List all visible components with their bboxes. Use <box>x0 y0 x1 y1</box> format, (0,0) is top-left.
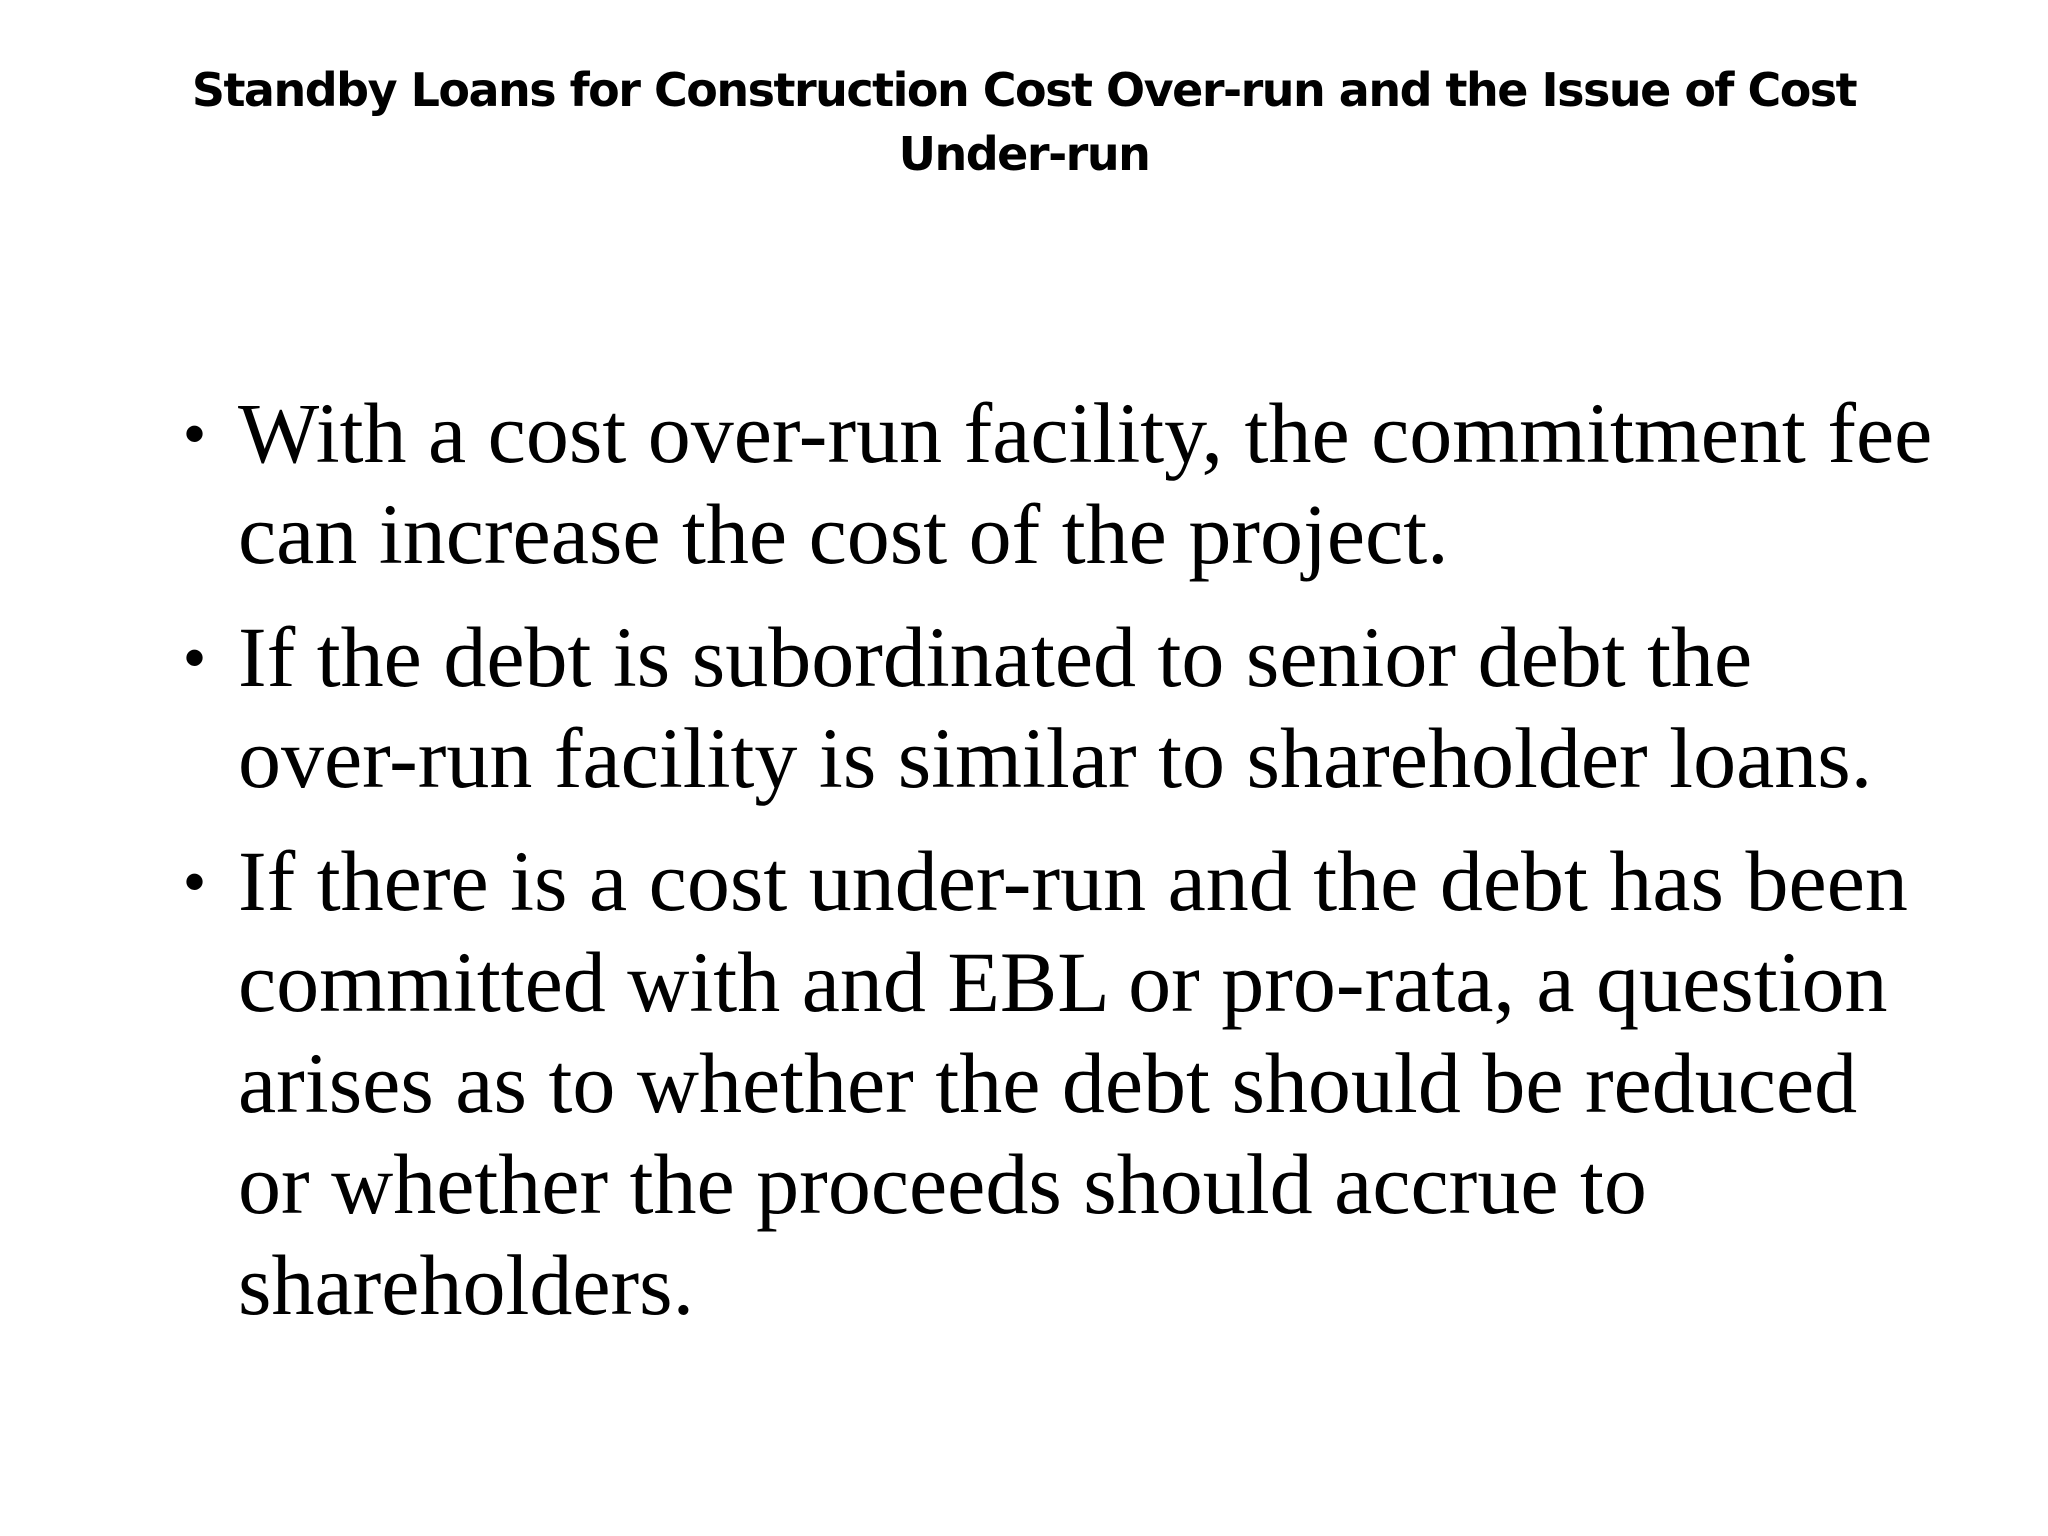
bullet-marker: • <box>184 400 206 467</box>
bullet-item-cost-under-run <box>184 831 1944 1336</box>
bullet-list <box>184 383 1944 1358</box>
slide-title: Standby Loans for Construction Cost Over-run and the Issue of Cost Under-run <box>191 63 1857 181</box>
bullet-text: If the debt is subordinated to senior debt the over-run facility is similar to shareholder loans. <box>238 609 1873 806</box>
bullet-item-subordinated-debt <box>184 607 1944 809</box>
bullet-marker: • <box>184 624 206 691</box>
bullet-text: With a cost over-run facility, the commitment fee can increase the cost of the project. <box>238 385 1933 582</box>
bullet-text: If there is a cost under-run and the debt has been committed with and EBL or pro-rata, a question arises as to whether the debt should be reduced or whether the proceeds should accrue to shareholders. <box>238 833 1908 1333</box>
bullet-item-commitment-fee <box>184 383 1944 585</box>
bullet-marker: • <box>184 848 206 915</box>
